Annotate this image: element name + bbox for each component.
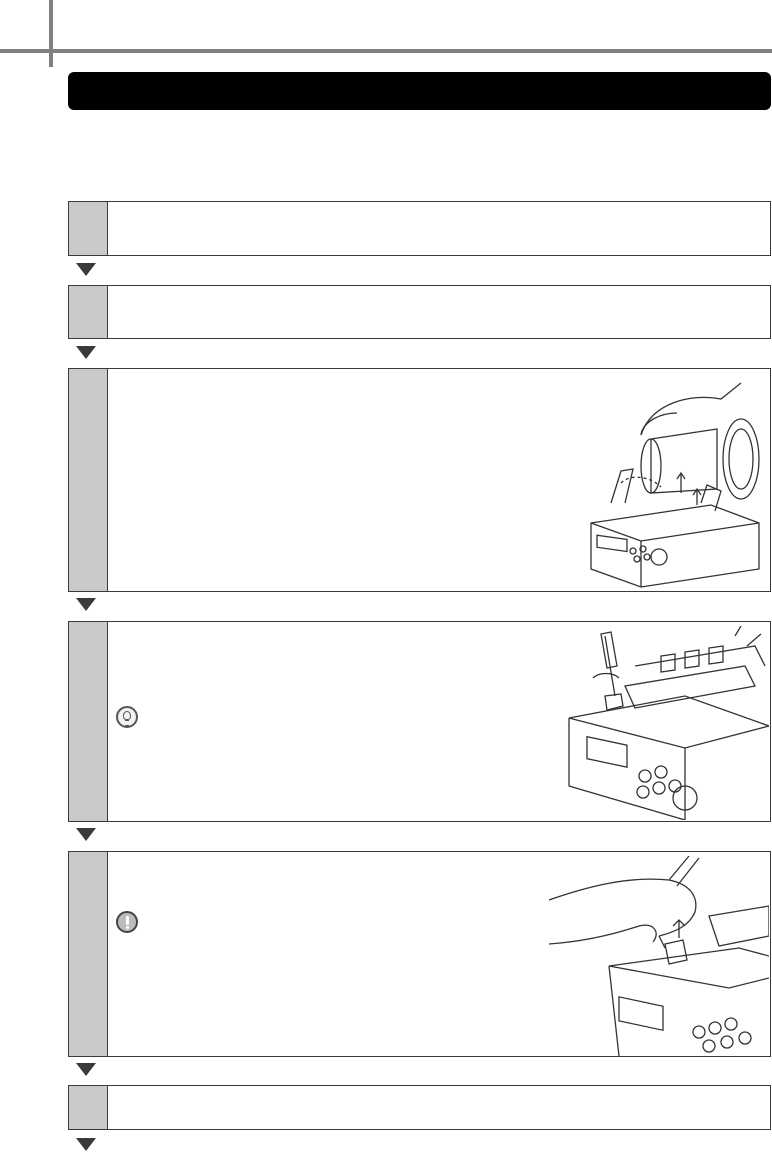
step-number-column	[69, 622, 108, 821]
step-2	[68, 285, 771, 339]
lightbulb-hint-icon	[116, 706, 138, 728]
step-number-column	[69, 286, 108, 338]
step-number-column	[69, 202, 108, 255]
step-3	[68, 368, 771, 592]
screwdriver-cutter-illustration	[565, 626, 769, 820]
printer-roll-installation-illustration	[581, 373, 769, 589]
step-5	[68, 851, 771, 1057]
caution-exclamation-icon	[116, 911, 138, 933]
down-triangle-icon	[76, 1063, 96, 1076]
corner-mark-horizontal	[0, 49, 772, 53]
step-6	[68, 1085, 771, 1130]
down-triangle-icon	[76, 1138, 96, 1151]
step-number-column	[69, 369, 108, 591]
step-number-column	[69, 1086, 108, 1129]
section-title-bar	[68, 72, 771, 110]
step-1	[68, 201, 771, 256]
down-triangle-icon	[76, 263, 96, 276]
corner-mark-vertical	[49, 0, 53, 67]
down-triangle-icon	[76, 346, 96, 359]
down-triangle-icon	[76, 828, 96, 841]
step-number-column	[69, 852, 108, 1056]
step-4	[68, 621, 771, 822]
down-triangle-icon	[76, 598, 96, 611]
cutter-removal-illustration	[549, 856, 769, 1056]
